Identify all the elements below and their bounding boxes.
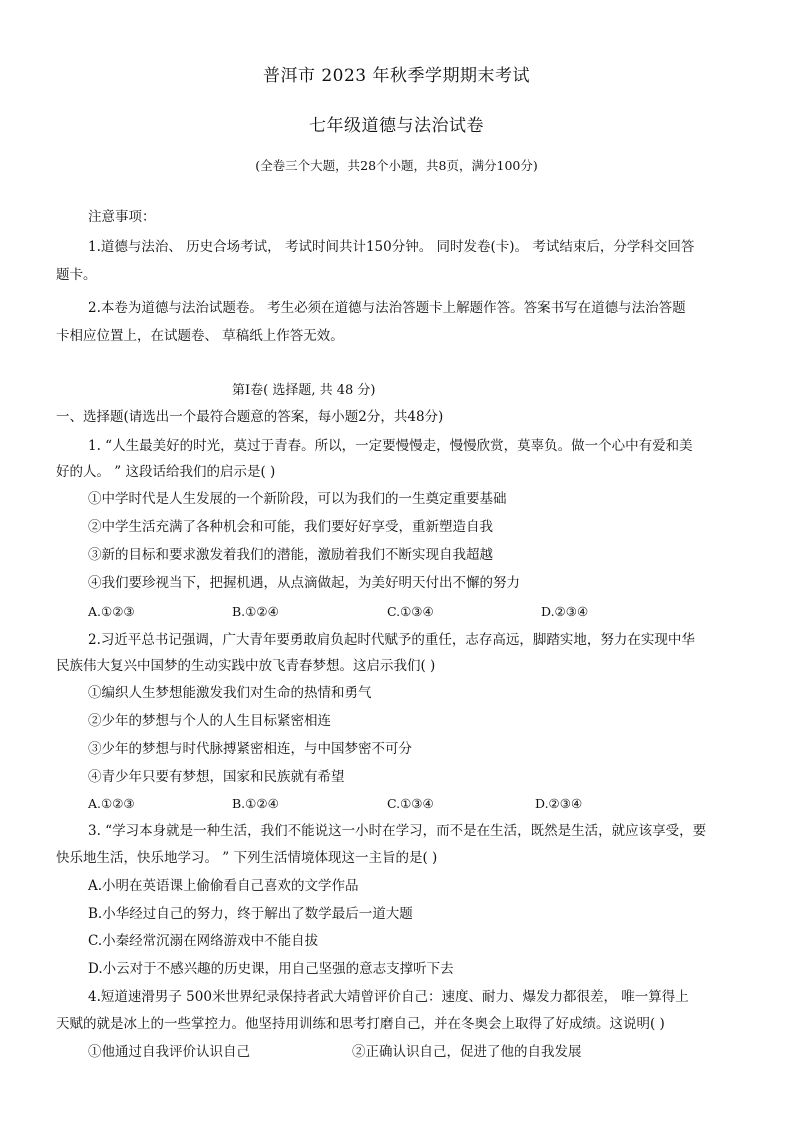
question-3-option-d[interactable]: D.小云对于不感兴趣的历史课，用自己坚强的意志支撑听下去 (88, 961, 454, 977)
question-2-stem: 2.习近平总书记强调，广大青年要勇敢肩负起时代赋予的重任，志存高远，脚踏实地，努力在实现中华 (88, 632, 695, 648)
question-2-statement: ④青少年只要有梦想，国家和民族就有希望 (88, 769, 345, 785)
question-3-option-b[interactable]: B.小华经过自己的努力，终于解出了数学最后一道大题 (88, 906, 413, 922)
question-1-option-d[interactable]: D.②③④ (541, 604, 589, 619)
question-3-stem: 3. “学习本身就是一种生活，我们不能说这一小时在学习，而不是在生活，既然是生活，就应该享受，要 (88, 823, 707, 839)
question-1-option-a[interactable]: A.①②③ (88, 604, 135, 619)
question-1-option-c[interactable]: C.①③④ (387, 604, 434, 619)
question-1-stem-cont: 好的人。 ” 这段话给我们的启示是( ) (56, 464, 276, 480)
exam-info: (全卷三个大题，共28个小题，共8页，满分100分) (255, 158, 538, 173)
question-2-statement: ①编织人生梦想能激发我们对生命的热情和勇气 (88, 685, 372, 701)
volume-title: 第Ⅰ卷( 选择题, 共 48 分) (232, 383, 376, 398)
exam-subtitle: 七年级道德与法治试卷 (309, 116, 484, 136)
notice-item-1: 1.道德与法治、 历史合场考试， 考试时间共计150分钟。 同时发卷(卡)。 考试结束后，分学科交回答 (88, 239, 695, 255)
question-3-option-a[interactable]: A.小明在英语课上偷偷看自己喜欢的文学作品 (88, 878, 359, 894)
question-4-statement: ①他通过自我评价认识自己 (88, 1044, 250, 1060)
question-1-statement: ③新的目标和要求激发着我们的潜能，激励着我们不断实现自我超越 (88, 547, 493, 563)
notice-item-1-cont: 题卡。 (56, 267, 97, 283)
exam-title: 普洱市 2023 年秋季学期期末考试 (262, 66, 531, 86)
question-1-stem: 1. “人生最美好的时光，莫过于青春。所以，一定要慢慢走，慢慢欣赏，莫辜负。做一个心中有爱和美 (88, 438, 693, 454)
notice-item-2-cont: 卡相应位置上，在试题卷、 草稿纸上作答无效。 (56, 328, 344, 344)
question-1-statement: ②中学生活充满了各种机会和可能，我们要好好享受，重新塑造自我 (88, 519, 493, 535)
question-2-option-d[interactable]: D.②③④ (535, 796, 583, 811)
question-2-option-a[interactable]: A.①②③ (88, 796, 135, 811)
part-title: 一、选择题(请选出一个最符合题意的答案，每小题2分，共48分) (56, 409, 444, 425)
question-3-stem-cont: 快乐地生活，快乐地学习。 ” 下列生活情境体现这一主旨的是( ) (56, 850, 438, 866)
question-2-statement: ③少年的梦想与时代脉搏紧密相连，与中国梦密不可分 (88, 741, 412, 757)
question-2-stem-cont: 民族伟大复兴中国梦的生动实践中放飞青春梦想。这启示我们( ) (56, 658, 436, 674)
question-1-statement: ①中学时代是人生发展的一个新阶段，可以为我们的一生奠定重要基础 (88, 491, 507, 507)
question-1-statement: ④我们要珍视当下，把握机遇，从点滴做起，为美好明天付出不懈的努力 (88, 575, 520, 591)
question-2-statement: ②少年的梦想与个人的人生目标紧密相连 (88, 713, 331, 729)
question-2-option-b[interactable]: B.①②④ (232, 796, 279, 811)
question-1-option-b[interactable]: B.①②④ (232, 604, 279, 619)
question-2-option-c[interactable]: C.①③④ (387, 796, 434, 811)
notice-heading: 注意事项： (88, 209, 156, 225)
question-4-statement: ②正确认识自己，促进了他的自我发展 (352, 1044, 582, 1060)
question-4-stem-cont: 天赋的就是冰上的一些掌控力。他坚持用训练和思考打磨自己，并在冬奥会上取得了好成绩。这说明( ) (56, 1016, 665, 1032)
notice-item-2: 2.本卷为道德与法治试题卷。 考生必须在道德与法治答题卡上解题作答。答案书写在道德与法治答题 (88, 300, 686, 316)
question-3-option-c[interactable]: C.小秦经常沉溺在网络游戏中不能自拔 (88, 933, 319, 949)
question-4-stem: 4.短道速滑男子 500米世界纪录保持者武大靖曾评价自己：速度、耐力、爆发力都很差， 唯一算得上 (88, 989, 689, 1005)
